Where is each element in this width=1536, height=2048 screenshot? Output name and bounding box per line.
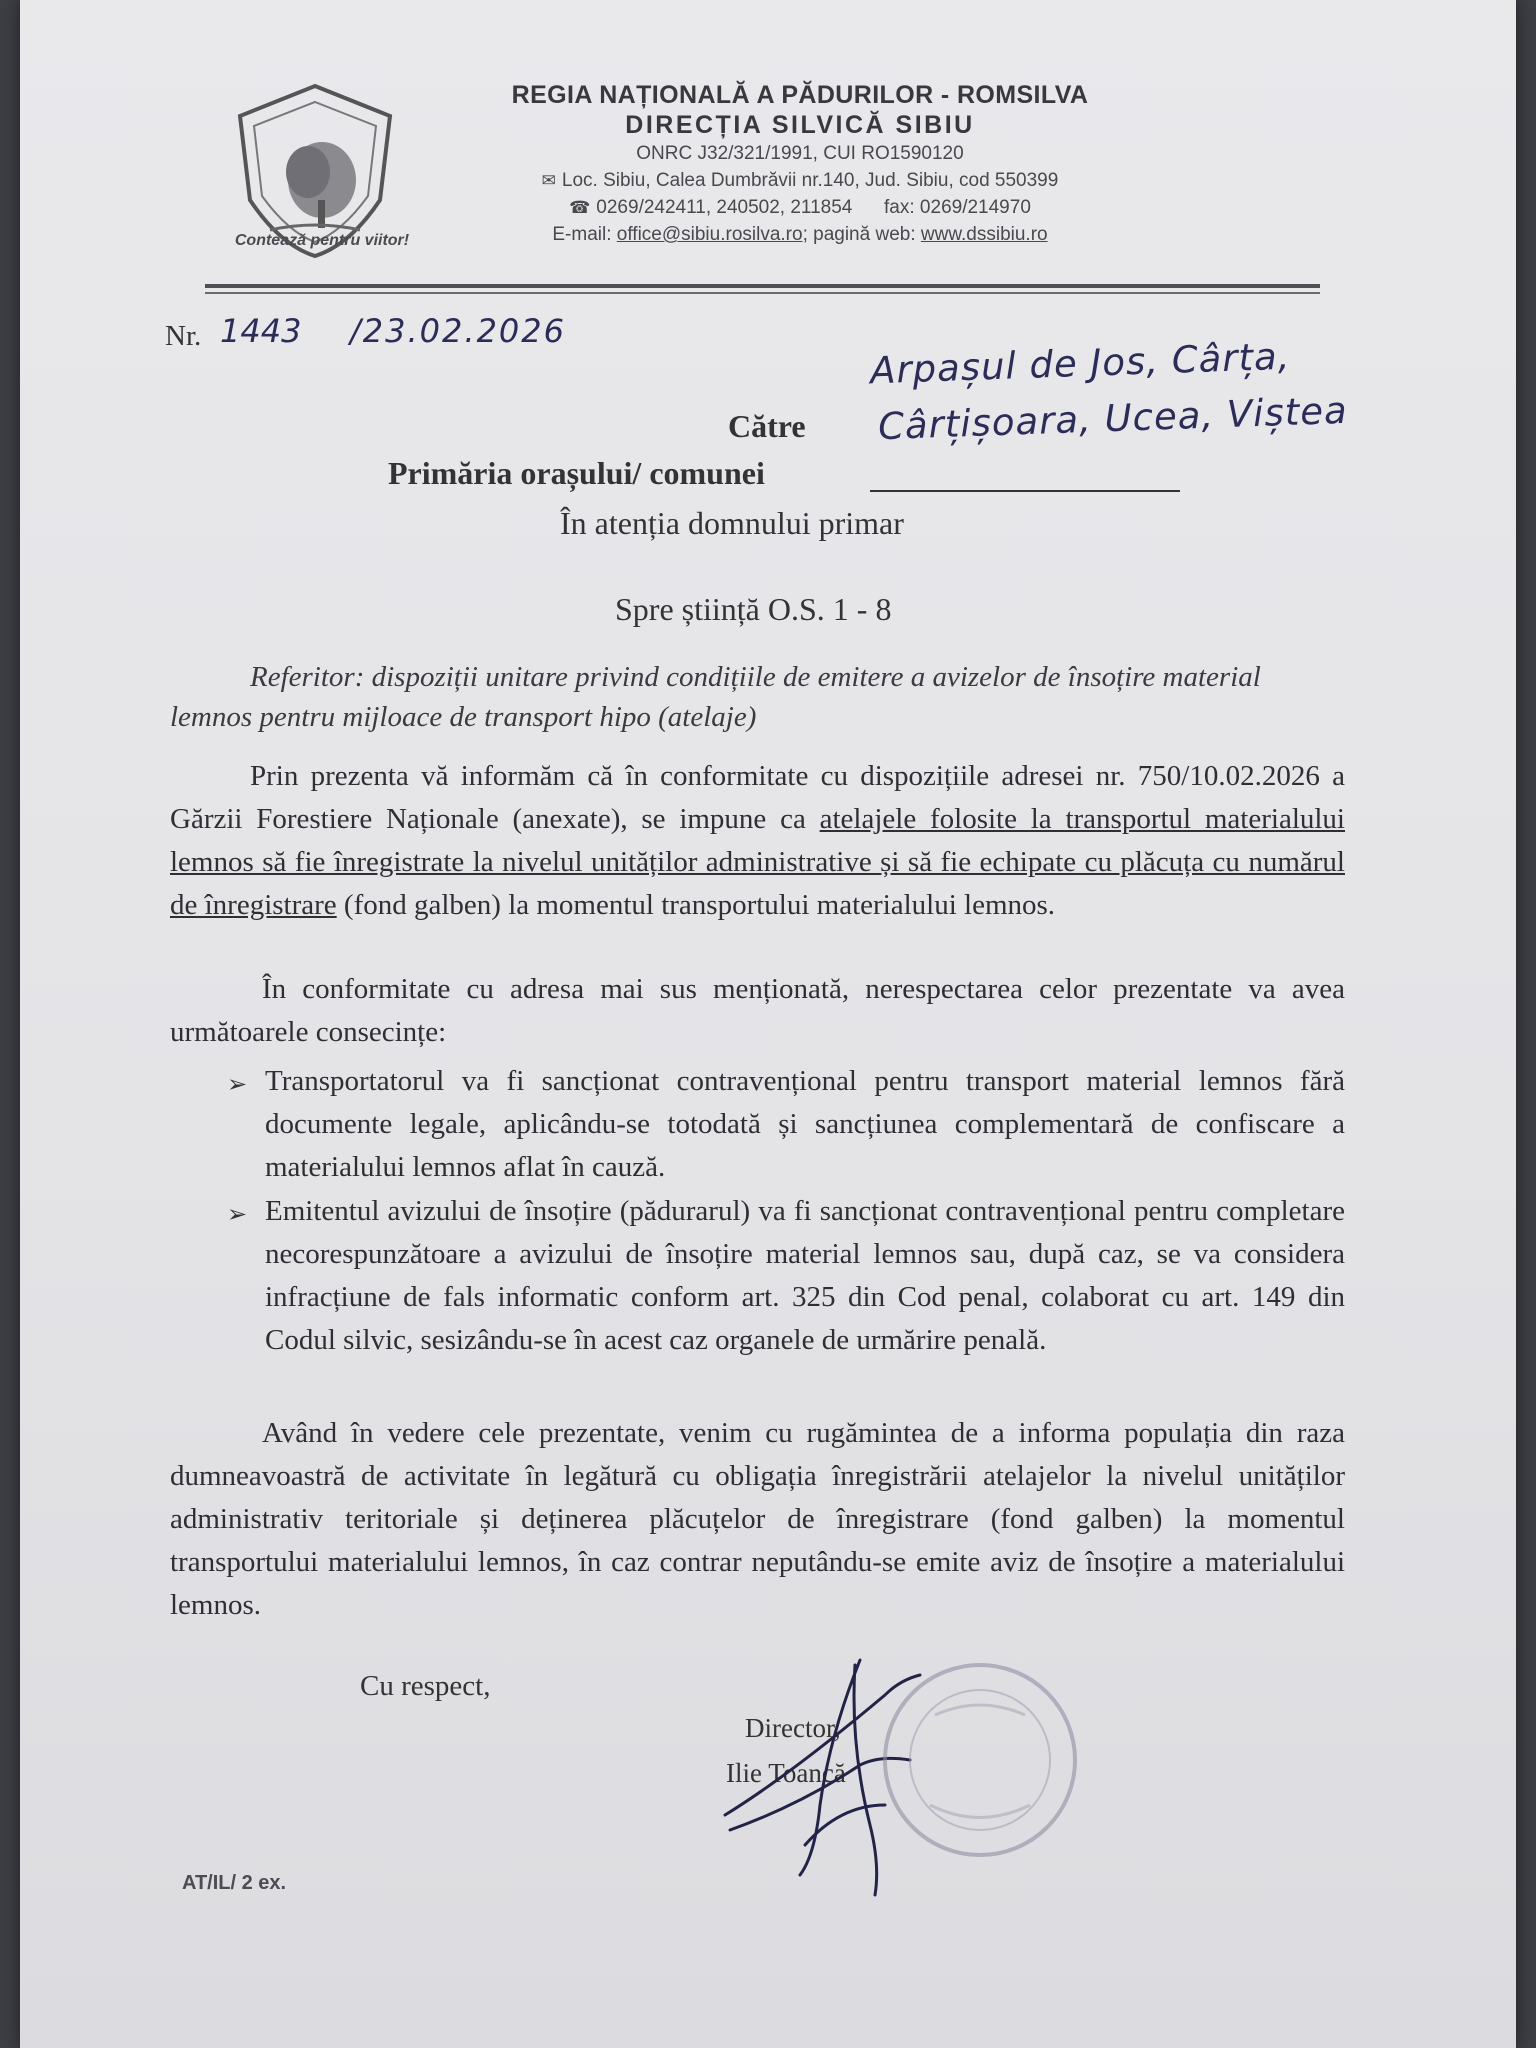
contact-line [420,221,1180,248]
envelope-icon: ✉ [541,171,556,190]
paragraph-1-underlined: atelajele folosite la transportul materialului lemnos să fie înregistrate la nivelul unităților administrative și să fie echipate cu plăcuța cu numărul de înregistrare [170,803,1345,921]
address-line [420,167,1180,194]
fax-text: fax: 0269/214970 [884,197,1031,218]
consequence-item-2: Emitentul avizului de însoțire (pădurarul) va fi sancționat contravențional pentru completare necorespunzătoare a avizului de însoțire material lemnos sau, după caz, se va considera infracțiune de fals informatic conform art. 325 din Cod penal, colaborat cu art. 149 din Codul silvic, sesizându-se în acest caz organele de urmărire penală. [265,1195,1345,1356]
organization-name: REGIA NAȚIONALĂ A PĂDURILOR - ROMSILVA [511,81,1089,109]
logo-tagline: Contează pentru viitor! [234,232,410,249]
header-rule-thin [205,292,1320,294]
phone-line [420,194,1180,221]
official-stamp [875,1655,1085,1865]
subject-line: Referitor: dispoziții unitare privind condițiile de emitere a avizelor de însoțire material lemnos pentru mijloace de transport hipo (atelaje) [170,661,1261,733]
to-label: Către [728,408,806,444]
paragraph-2: În conformitate cu adresa mai sus menționată, nerespectarea celor prezentate va avea următoarele consecințe: [170,973,1345,1048]
recipient-blank-line [870,490,1180,492]
document-date: /23.02.2026 [350,312,566,350]
paragraph-3: Având în vedere cele prezentate, venim cu rugămintea de a informa populația din raza dumneavoastră de activitate în legătură cu obligația înregistrării atelajelor la nivelul unităților administrativ teritoriale și deținerea plăcuțelor de înregistrare (fond galben) la momentul transportului materialului lemnos, în caz contrar neputându-se emite aviz de însoțire a materialului lemnos. [170,1417,1345,1621]
cc-line: Spre știință O.S. 1 - 8 [615,591,892,627]
phone-text: 0269/242411, 240502, 211854 [596,197,853,218]
email-label: E-mail: [552,224,612,245]
directorate-name: DIRECȚIA SILVICĂ SIBIU [625,111,975,139]
closing-salutation: Cu respect, [360,1670,491,1702]
web-label: ; pagină web: [802,224,916,245]
reference-code: AT/IL/ 2 ex. [182,1872,287,1894]
letterhead-block [420,80,1180,248]
number-label: Nr. [165,320,202,352]
header-rule [205,284,1320,288]
address-text: Loc. Sibiu, Calea Dumbrăvii nr.140, Jud. Sibiu, cod 550399 [561,170,1059,191]
consequence-item-1: Transportatorul va fi sancționat contravențional pentru transport material lemnos fără documente legale, aplicându-se totodată și sancțiunea complementară de confiscare a materialului lemnos aflat în cauză. [265,1065,1345,1183]
attention-line: În atenția domnului primar [560,505,904,541]
recipient-heading: Primăria orașului/ comunei [388,455,765,491]
director-name: Ilie Toancă [726,1758,846,1788]
letter-page [20,0,1516,2048]
paragraph-1-start: Prin prezenta vă informăm că în conformitate cu dispozițiile adresei nr. 750/10.02.2026 a Gărzii Forestiere Naționale (anexate), se impune ca [170,760,1345,835]
arrow-bullet-icon: ➢ [227,1072,248,1098]
website-link[interactable]: www.dssibiu.ro [920,224,1048,245]
director-title: Director, [745,1713,841,1743]
email-link[interactable]: office@sibiu.rosilva.ro [616,224,803,245]
paragraph-1 [170,755,1345,927]
handwritten-recipients-line2: Cârțișoara, Ucea, Viștea [877,388,1349,449]
paragraph-1-end: (fond galben) la momentul transportului materialului lemnos. [336,889,1056,921]
handwritten-recipients-line1: Arpașul de Jos, Cârța, [869,334,1292,393]
phone-icon: ☎ [569,198,591,217]
registration-number: 1443 [220,312,302,350]
registration-info: ONRC J32/321/1991, CUI RO1590120 [636,143,964,164]
arrow-bullet-icon: ➢ [227,1202,248,1228]
